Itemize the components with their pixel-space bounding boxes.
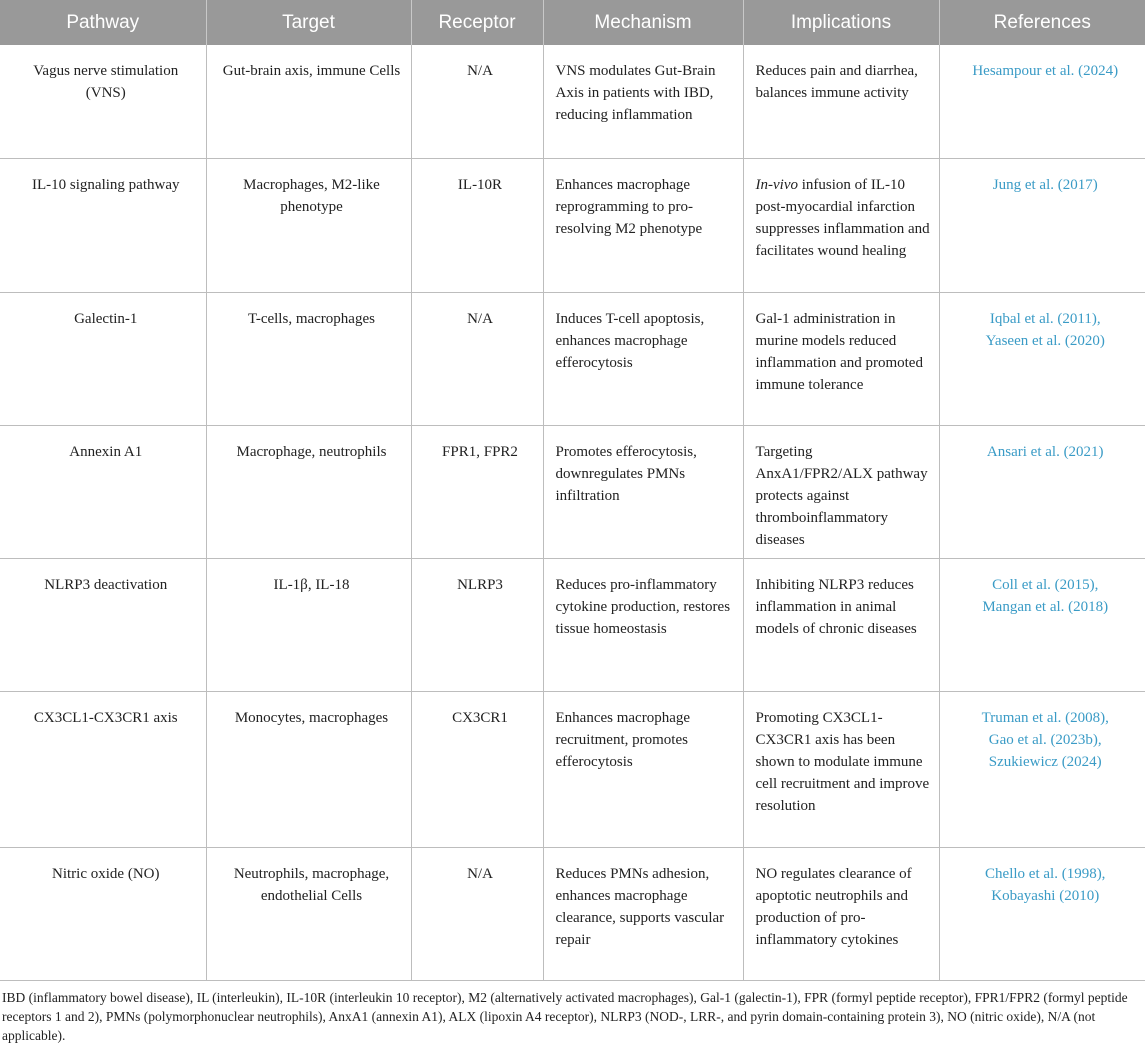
implications-text: Promoting CX3CL1-CX3CR1 axis has been shown to modulate immune cell recruitment and improve resolution bbox=[755, 709, 930, 814]
implications-text: Reduces pain and diarrhea, balances immune activity bbox=[755, 63, 918, 101]
cell-pathway: Galectin-1 bbox=[0, 292, 206, 425]
cell-implications bbox=[743, 425, 939, 558]
reference-link[interactable]: Hesampour et al. (2024) bbox=[972, 63, 1119, 79]
implications-text: Inhibiting NLRP3 reduces inflammation in animal models of chronic diseases bbox=[755, 576, 917, 637]
cell-references bbox=[939, 425, 1145, 558]
cell-receptor: N/A bbox=[411, 292, 543, 425]
cell-references bbox=[939, 158, 1145, 292]
cell-mechanism: Enhances macrophage reprogramming to pro-resolving M2 phenotype bbox=[543, 158, 743, 292]
cell-references bbox=[939, 45, 1145, 158]
reference-link[interactable]: Ansari et al. (2021) bbox=[986, 443, 1104, 460]
implications-italic: In-vivo bbox=[755, 176, 798, 193]
table-footnote: IBD (inflammatory bowel disease), IL (interleukin), IL-10R (interleukin 10 receptor), M2 (alternatively activated macrophages), Gal-1 (galectin-1), FPR (formyl peptide receptor), FPR1/FPR2 (formyl peptide receptors 1 and 2), PMNs (polymorphonuclear neutrophils), AnxA1 (annexin A1), ALX (lipoxin A4 receptor), NLRP3 (NOD-, LRR-, and pyrin domain-containing protein 3), NO (nitric oxide), N/A (not applicable). bbox=[2, 990, 1128, 1043]
cell-mechanism: Reduces PMNs adhesion, enhances macrophage clearance, supports vascular repair bbox=[543, 847, 743, 980]
cell-pathway: Vagus nerve stimulation (VNS) bbox=[0, 45, 206, 158]
cell-target: Neutrophils, macrophage, endothelial Cells bbox=[206, 847, 411, 980]
table-row bbox=[0, 45, 1145, 158]
header-references: References bbox=[939, 0, 1145, 45]
reference-link[interactable]: Jung et al. (2017) bbox=[992, 176, 1098, 193]
header-target: Target bbox=[206, 0, 411, 45]
table-row bbox=[0, 425, 1145, 558]
implications-text: Targeting AnxA1/FPR2/ALX pathway protects against thromboinflammatory diseases bbox=[755, 443, 928, 548]
cell-references bbox=[939, 292, 1145, 425]
cell-receptor: FPR1, FPR2 bbox=[411, 425, 543, 558]
reference-link[interactable]: Mangan et al. (2018) bbox=[982, 598, 1109, 615]
table-header-row bbox=[0, 0, 1145, 45]
cell-receptor: IL-10R bbox=[411, 158, 543, 292]
table-row bbox=[0, 292, 1145, 425]
reference-link[interactable]: Chello et al. (1998), bbox=[985, 865, 1106, 882]
reference-link[interactable]: Szukiewicz (2024) bbox=[988, 753, 1102, 770]
cell-mechanism: Promotes efferocytosis, downregulates PMNs infiltration bbox=[543, 425, 743, 558]
cell-target: Gut-brain axis, immune Cells bbox=[206, 45, 411, 158]
reference-link[interactable]: Kobayashi (2010) bbox=[991, 887, 1100, 904]
cell-pathway: NLRP3 deactivation bbox=[0, 558, 206, 691]
cell-implications bbox=[743, 691, 939, 847]
cell-mechanism: Reduces pro-inflammatory cytokine production, restores tissue homeostasis bbox=[543, 558, 743, 691]
table-row bbox=[0, 847, 1145, 980]
header-mechanism: Mechanism bbox=[543, 0, 743, 45]
cell-references bbox=[939, 691, 1145, 847]
header-receptor: Receptor bbox=[411, 0, 543, 45]
cell-receptor: CX3CR1 bbox=[411, 691, 543, 847]
cell-implications bbox=[743, 45, 939, 158]
reference-link[interactable]: Yaseen et al. (2020) bbox=[985, 332, 1105, 349]
cell-receptor: NLRP3 bbox=[411, 558, 543, 691]
table-row bbox=[0, 691, 1145, 847]
cell-mechanism: VNS modulates Gut-Brain Axis in patients with IBD, reducing inflammation bbox=[543, 45, 743, 158]
reference-link[interactable]: Coll et al. (2015), bbox=[992, 576, 1099, 593]
cell-target: Macrophages, M2-like phenotype bbox=[206, 158, 411, 292]
cell-implications bbox=[743, 847, 939, 980]
reference-link[interactable]: Iqbal et al. (2011), bbox=[989, 310, 1101, 327]
cell-pathway: CX3CL1-CX3CR1 axis bbox=[0, 691, 206, 847]
cell-target: Monocytes, macrophages bbox=[206, 691, 411, 847]
implications-text: NO regulates clearance of apoptotic neutrophils and production of pro-inflammatory cytokines bbox=[755, 865, 912, 948]
header-pathway: Pathway bbox=[0, 0, 206, 45]
cell-target: Macrophage, neutrophils bbox=[206, 425, 411, 558]
cell-target: T-cells, macrophages bbox=[206, 292, 411, 425]
cell-implications bbox=[743, 158, 939, 292]
table-row bbox=[0, 158, 1145, 292]
implications-text: infusion of IL-10 post-myocardial infarction suppresses inflammation and facilitates wound healing bbox=[755, 176, 930, 259]
cell-mechanism: Enhances macrophage recruitment, promotes efferocytosis bbox=[543, 691, 743, 847]
cell-target: IL-1β, IL-18 bbox=[206, 558, 411, 691]
cell-receptor: N/A bbox=[411, 45, 543, 158]
reference-link[interactable]: Truman et al. (2008), bbox=[981, 709, 1109, 726]
cell-references bbox=[939, 558, 1145, 691]
implications-text: Gal-1 administration in murine models reduced inflammation and promoted immune tolerance bbox=[755, 310, 923, 393]
cell-receptor: N/A bbox=[411, 847, 543, 980]
table-row bbox=[0, 558, 1145, 691]
header-implications: Implications bbox=[743, 0, 939, 45]
cell-implications bbox=[743, 292, 939, 425]
cell-implications bbox=[743, 558, 939, 691]
cell-pathway: Annexin A1 bbox=[0, 425, 206, 558]
cell-pathway: IL-10 signaling pathway bbox=[0, 158, 206, 292]
cell-mechanism: Induces T-cell apoptosis, enhances macrophage efferocytosis bbox=[543, 292, 743, 425]
cell-references bbox=[939, 847, 1145, 980]
reference-link[interactable]: Gao et al. (2023b), bbox=[988, 731, 1102, 748]
cell-pathway: Nitric oxide (NO) bbox=[0, 847, 206, 980]
